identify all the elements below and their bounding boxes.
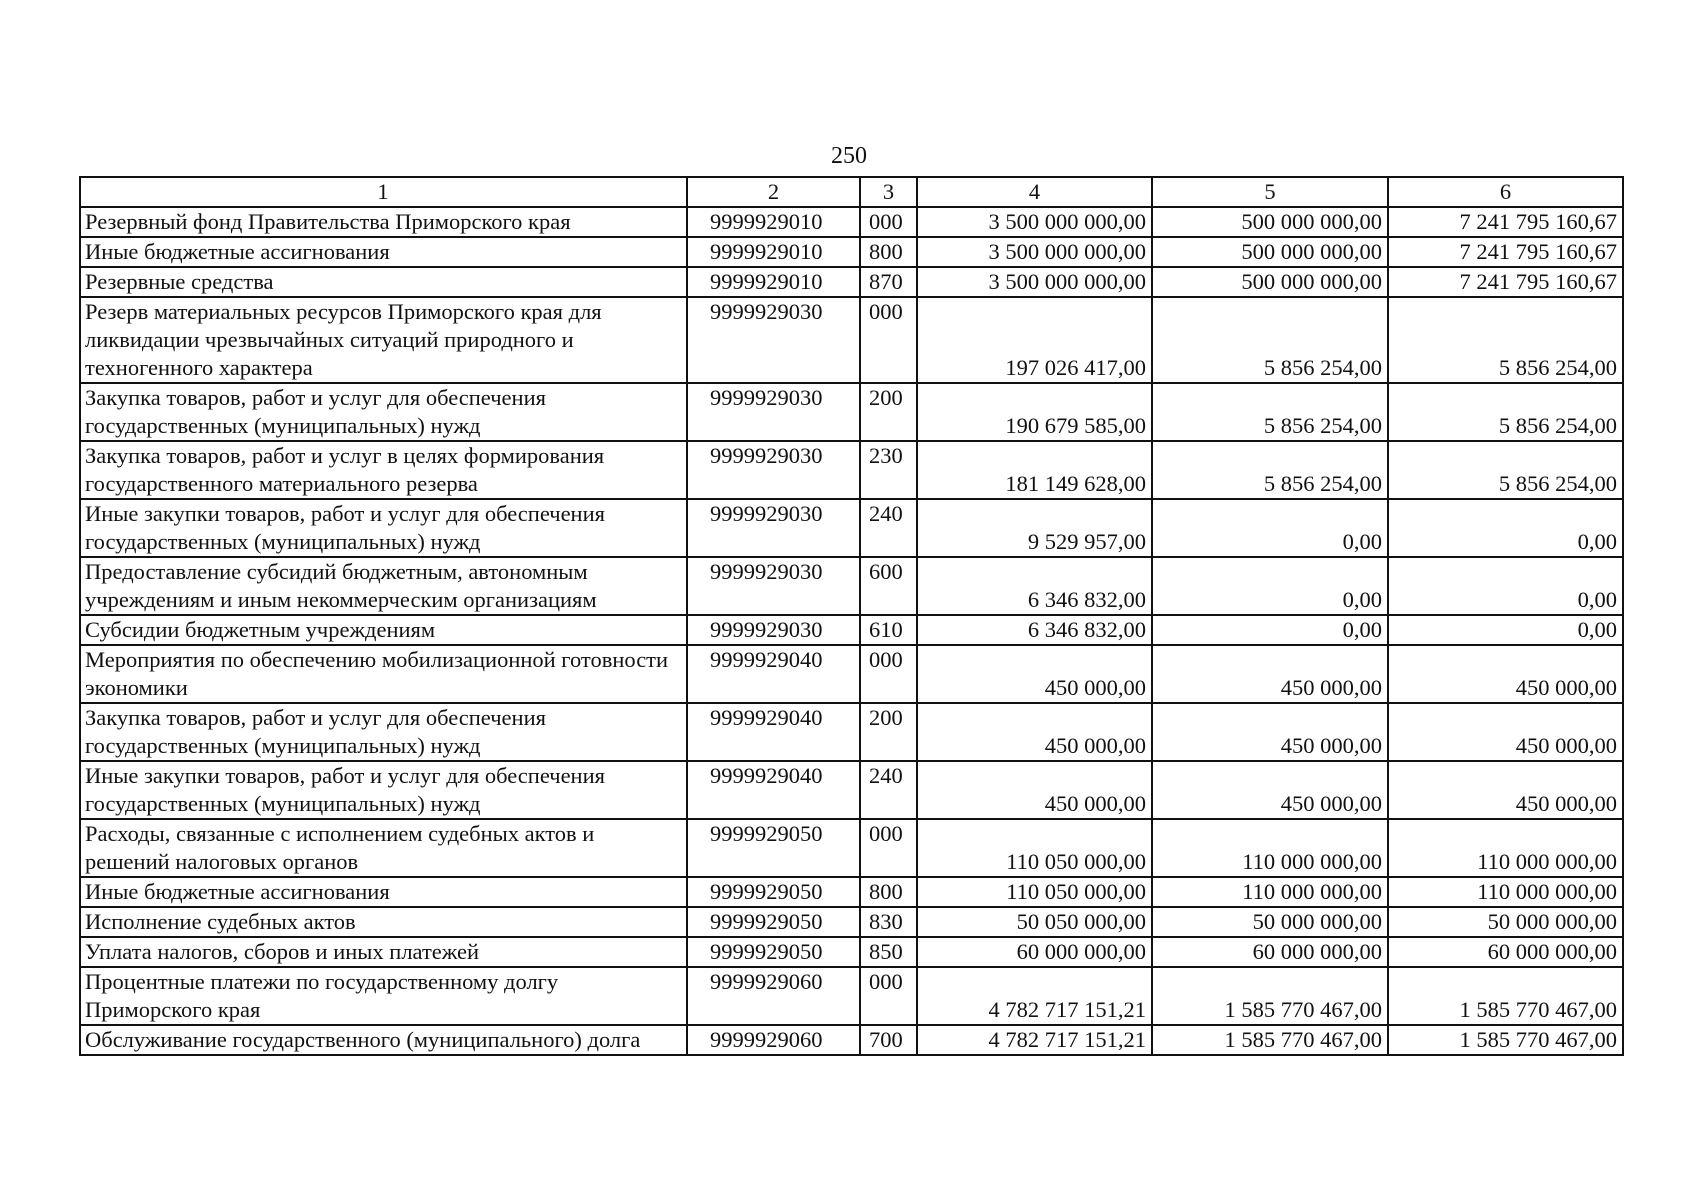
row-value-col6: 5 856 254,00: [1388, 383, 1623, 441]
row-value-col6: 1 585 770 467,00: [1388, 967, 1623, 1025]
row-name: Процентные платежи по государственному долгу Приморского края: [80, 967, 687, 1025]
row-value-col6: 450 000,00: [1388, 645, 1623, 703]
row-target-code: 9999929040: [687, 645, 860, 703]
row-value-col4: 181 149 628,00: [917, 441, 1152, 499]
row-expense-type: 200: [860, 703, 917, 761]
row-value-col5: 5 856 254,00: [1152, 441, 1388, 499]
row-name: Расходы, связанные с исполнением судебных актов и решений налоговых органов: [80, 819, 687, 877]
budget-table: [79, 176, 1624, 1056]
row-expense-type: 700: [860, 1025, 917, 1055]
row-value-col5: 1 585 770 467,00: [1152, 1025, 1388, 1055]
row-value-col4: 9 529 957,00: [917, 499, 1152, 557]
row-value-col4: 450 000,00: [917, 645, 1152, 703]
row-target-code: 9999929010: [687, 267, 860, 297]
row-value-col6: 0,00: [1388, 615, 1623, 645]
table-body: [80, 207, 1623, 1055]
table-row: [80, 615, 1623, 645]
column-header-expense-type: 3: [860, 177, 917, 207]
row-expense-type: 610: [860, 615, 917, 645]
row-target-code: 9999929040: [687, 703, 860, 761]
row-value-col4: 110 050 000,00: [917, 819, 1152, 877]
table-row: [80, 761, 1623, 819]
table-row: [80, 383, 1623, 441]
row-value-col5: 450 000,00: [1152, 645, 1388, 703]
table-row: [80, 499, 1623, 557]
row-target-code: 9999929060: [687, 1025, 860, 1055]
table-row: [80, 645, 1623, 703]
table-row: [80, 703, 1623, 761]
row-value-col6: 1 585 770 467,00: [1388, 1025, 1623, 1055]
row-value-col4: 6 346 832,00: [917, 615, 1152, 645]
row-expense-type: 000: [860, 819, 917, 877]
row-value-col5: 60 000 000,00: [1152, 937, 1388, 967]
row-expense-type: 000: [860, 645, 917, 703]
table-row: [80, 207, 1623, 237]
row-name: Иные закупки товаров, работ и услуг для обеспечения государственных (муниципальных) нужд: [80, 761, 687, 819]
row-value-col6: 5 856 254,00: [1388, 297, 1623, 383]
row-value-col6: 450 000,00: [1388, 761, 1623, 819]
row-expense-type: 000: [860, 207, 917, 237]
row-value-col5: 450 000,00: [1152, 703, 1388, 761]
row-name: Закупка товаров, работ и услуг для обеспечения государственных (муниципальных) нужд: [80, 703, 687, 761]
row-target-code: 9999929050: [687, 907, 860, 937]
row-value-col4: 110 050 000,00: [917, 877, 1152, 907]
row-name: Субсидии бюджетным учреждениям: [80, 615, 687, 645]
row-name: Иные закупки товаров, работ и услуг для обеспечения государственных (муниципальных) нужд: [80, 499, 687, 557]
row-target-code: 9999929060: [687, 967, 860, 1025]
table-row: [80, 557, 1623, 615]
row-value-col4: 4 782 717 151,21: [917, 1025, 1152, 1055]
row-expense-type: 230: [860, 441, 917, 499]
row-target-code: 9999929010: [687, 207, 860, 237]
row-value-col6: 50 000 000,00: [1388, 907, 1623, 937]
column-header-col6: 6: [1388, 177, 1623, 207]
row-value-col5: 110 000 000,00: [1152, 877, 1388, 907]
row-name: Иные бюджетные ассигнования: [80, 877, 687, 907]
row-name: Уплата налогов, сборов и иных платежей: [80, 937, 687, 967]
table-row: [80, 907, 1623, 937]
row-value-col4: 197 026 417,00: [917, 297, 1152, 383]
row-target-code: 9999929050: [687, 877, 860, 907]
row-value-col5: 0,00: [1152, 499, 1388, 557]
row-value-col5: 5 856 254,00: [1152, 383, 1388, 441]
table-row: [80, 441, 1623, 499]
row-target-code: 9999929040: [687, 761, 860, 819]
row-name: Исполнение судебных актов: [80, 907, 687, 937]
table-row: [80, 1025, 1623, 1055]
row-value-col5: 450 000,00: [1152, 761, 1388, 819]
row-value-col6: 60 000 000,00: [1388, 937, 1623, 967]
row-value-col4: 450 000,00: [917, 761, 1152, 819]
table-row: [80, 819, 1623, 877]
row-value-col4: 60 000 000,00: [917, 937, 1152, 967]
page-number: 250: [831, 143, 867, 169]
row-value-col5: 1 585 770 467,00: [1152, 967, 1388, 1025]
row-expense-type: 600: [860, 557, 917, 615]
row-value-col6: 450 000,00: [1388, 703, 1623, 761]
row-name: Закупка товаров, работ и услуг в целях формирования государственного материального резерва: [80, 441, 687, 499]
row-value-col6: 0,00: [1388, 557, 1623, 615]
row-expense-type: 000: [860, 297, 917, 383]
row-expense-type: 200: [860, 383, 917, 441]
row-value-col6: 7 241 795 160,67: [1388, 267, 1623, 297]
row-value-col6: 110 000 000,00: [1388, 819, 1623, 877]
table-row: [80, 967, 1623, 1025]
row-value-col5: 500 000 000,00: [1152, 207, 1388, 237]
column-header-name: 1: [80, 177, 687, 207]
row-target-code: 9999929030: [687, 383, 860, 441]
column-header-col4: 4: [917, 177, 1152, 207]
row-name: Иные бюджетные ассигнования: [80, 237, 687, 267]
row-name: Предоставление субсидий бюджетным, автономным учреждениям и иным некоммерческим организациям: [80, 557, 687, 615]
row-name: Закупка товаров, работ и услуг для обеспечения государственных (муниципальных) нужд: [80, 383, 687, 441]
row-value-col5: 500 000 000,00: [1152, 267, 1388, 297]
row-target-code: 9999929030: [687, 297, 860, 383]
row-target-code: 9999929030: [687, 499, 860, 557]
row-target-code: 9999929050: [687, 819, 860, 877]
table-row: [80, 267, 1623, 297]
row-name: Мероприятия по обеспечению мобилизационной готовности экономики: [80, 645, 687, 703]
row-value-col6: 5 856 254,00: [1388, 441, 1623, 499]
row-expense-type: 000: [860, 967, 917, 1025]
row-name: Обслуживание государственного (муниципального) долга: [80, 1025, 687, 1055]
row-expense-type: 800: [860, 237, 917, 267]
column-header-col5: 5: [1152, 177, 1388, 207]
row-value-col5: 110 000 000,00: [1152, 819, 1388, 877]
row-value-col6: 110 000 000,00: [1388, 877, 1623, 907]
row-value-col6: 0,00: [1388, 499, 1623, 557]
row-value-col4: 3 500 000 000,00: [917, 237, 1152, 267]
row-target-code: 9999929050: [687, 937, 860, 967]
row-expense-type: 800: [860, 877, 917, 907]
row-value-col5: 500 000 000,00: [1152, 237, 1388, 267]
row-target-code: 9999929030: [687, 615, 860, 645]
row-name: Резервный фонд Правительства Приморского края: [80, 207, 687, 237]
row-expense-type: 240: [860, 499, 917, 557]
row-expense-type: 830: [860, 907, 917, 937]
row-expense-type: 240: [860, 761, 917, 819]
row-name: Резервные средства: [80, 267, 687, 297]
row-value-col6: 7 241 795 160,67: [1388, 237, 1623, 267]
row-target-code: 9999929030: [687, 441, 860, 499]
row-value-col4: 4 782 717 151,21: [917, 967, 1152, 1025]
row-expense-type: 850: [860, 937, 917, 967]
row-target-code: 9999929010: [687, 237, 860, 267]
table-row: [80, 237, 1623, 267]
row-value-col4: 3 500 000 000,00: [917, 207, 1152, 237]
row-target-code: 9999929030: [687, 557, 860, 615]
column-header-code: 2: [687, 177, 860, 207]
row-value-col5: 0,00: [1152, 557, 1388, 615]
row-value-col5: 50 000 000,00: [1152, 907, 1388, 937]
row-value-col4: 3 500 000 000,00: [917, 267, 1152, 297]
table-row: [80, 297, 1623, 383]
row-value-col5: 5 856 254,00: [1152, 297, 1388, 383]
row-value-col6: 7 241 795 160,67: [1388, 207, 1623, 237]
row-name: Резерв материальных ресурсов Приморского края для ликвидации чрезвычайных ситуаций природного и техногенного характера: [80, 297, 687, 383]
table-row: [80, 877, 1623, 907]
table-row: [80, 937, 1623, 967]
row-value-col4: 450 000,00: [917, 703, 1152, 761]
row-value-col5: 0,00: [1152, 615, 1388, 645]
column-header-row: [80, 177, 1623, 207]
row-value-col4: 6 346 832,00: [917, 557, 1152, 615]
row-value-col4: 190 679 585,00: [917, 383, 1152, 441]
row-expense-type: 870: [860, 267, 917, 297]
row-value-col4: 50 050 000,00: [917, 907, 1152, 937]
